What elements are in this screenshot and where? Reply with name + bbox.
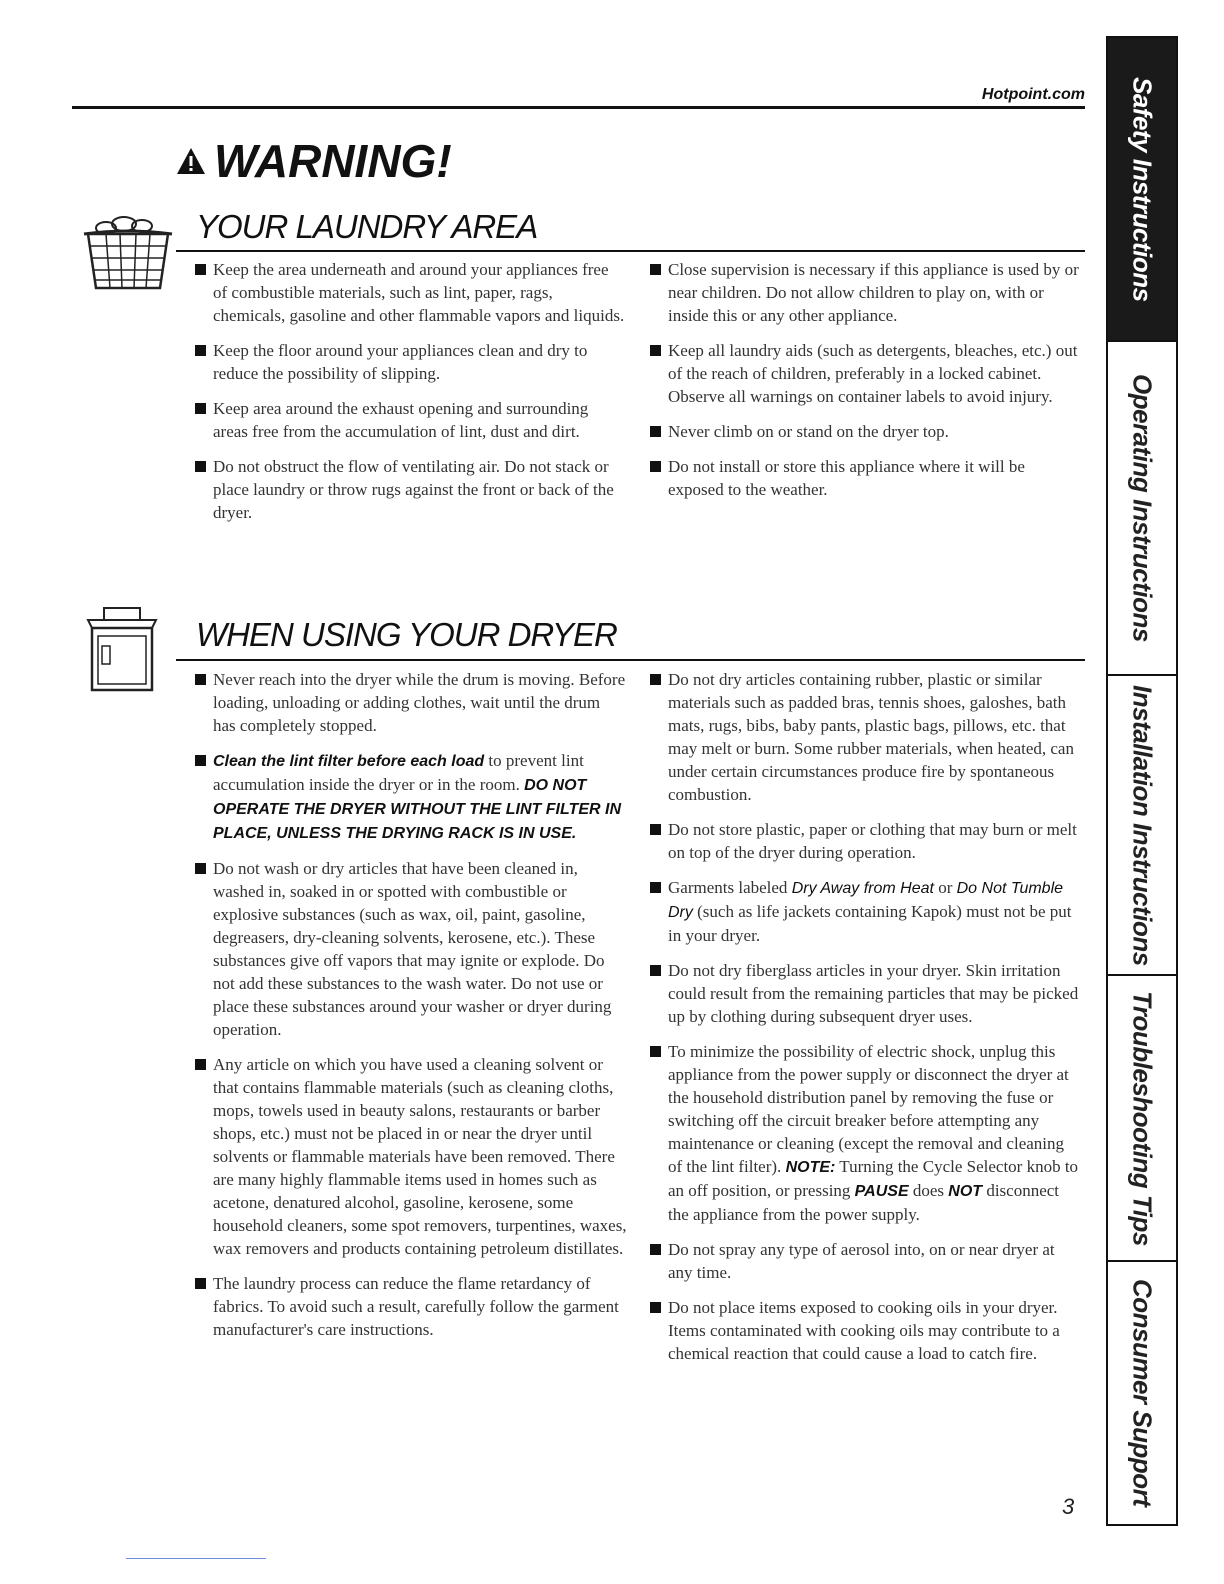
list-item: Do not store plastic, paper or clothing that may burn or melt on top of the dryer during operation.	[650, 818, 1082, 864]
tab-consumer-support[interactable]: Consumer Support	[1127, 1279, 1158, 1507]
list-item: Keep the floor around your appliances clean and dry to reduce the possibility of slipping.	[195, 339, 625, 385]
bullet	[650, 345, 661, 356]
warning-triangle-icon	[176, 147, 206, 175]
warning-heading	[176, 134, 452, 188]
bullet	[195, 1278, 206, 1289]
bullet	[650, 1244, 661, 1255]
bullet	[195, 1059, 206, 1070]
list-item: Keep area around the exhaust opening and surrounding areas free from the accumulation of lint, dust and dirt.	[195, 397, 625, 443]
list-item: Never reach into the dryer while the drum is moving. Before loading, unloading or adding clothes, wait until the drum has completely stopped.	[195, 668, 627, 737]
bullet	[650, 426, 661, 437]
list-item: Close supervision is necessary if this appliance is used by or near children. Do not allow children to play on, with or inside this or any other appliance.	[650, 258, 1082, 327]
laundry-basket-icon	[80, 208, 176, 292]
bullet	[195, 755, 206, 766]
list-item: Do not obstruct the flow of ventilating air. Do not stack or place laundry or throw rugs against the front or back of the dryer.	[195, 455, 625, 524]
using-dryer-title: WHEN USING YOUR DRYER	[196, 616, 617, 653]
header-rule	[72, 106, 1085, 109]
bullet	[650, 1046, 661, 1057]
dryer-icon	[82, 606, 162, 694]
section-tabs	[1106, 36, 1178, 1526]
list-item: Keep all laundry aids (such as detergents, bleaches, etc.) out of the reach of children, preferably in a locked cabinet. Observe all warnings on container labels to avoid injury.	[650, 339, 1082, 408]
list-item: Any article on which you have used a cleaning solvent or that contains flammable materials (such as cleaning cloths, mops, towels used in beauty salons, restaurants or barber shops, etc.) must not be placed in or near the dryer until solvents or flammable materials have been removed. There are many highly flammable items used in homes such as acetone, denatured alcohol, gasoline, kerosene, some household cleaners, some spot removers, turpentines, waxes, wax removers and products containing petroleum distillates.	[195, 1053, 627, 1260]
bullet	[650, 965, 661, 976]
bullet	[195, 345, 206, 356]
laundry-left-column	[195, 258, 625, 536]
bullet	[650, 1302, 661, 1313]
tab-safety-instructions[interactable]: Safety Instructions	[1108, 38, 1176, 342]
list-item: Do not dry fiberglass articles in your dryer. Skin irritation could result from the remaining particles that may be picked up by clothing during subsequent dryer uses.	[650, 959, 1082, 1028]
tab-troubleshooting-tips[interactable]: Troubleshooting Tips	[1108, 976, 1176, 1262]
bullet	[195, 403, 206, 414]
site-url: Hotpoint.com	[981, 86, 1085, 103]
dryer-right-column	[650, 668, 1082, 1377]
bullet	[195, 264, 206, 275]
laundry-area-title: YOUR LAUNDRY AREA	[196, 208, 538, 245]
bullet	[650, 824, 661, 835]
bullet	[650, 264, 661, 275]
laundry-rule	[176, 250, 1085, 252]
page-number: 3	[1062, 1494, 1075, 1519]
list-item: Never climb on or stand on the dryer top.	[650, 420, 1082, 443]
warning-title: WARNING!	[214, 135, 452, 187]
list-item: Clean the lint filter before each load to prevent lint accumulation inside the dryer or in the room. DO NOT OPERATE THE DRYER WITHOUT THE LINT FILTER IN PLACE, UNLESS THE DRYING RACK IS IN USE.	[195, 749, 627, 845]
bullet	[195, 461, 206, 472]
footer-line	[126, 1558, 266, 1559]
list-item: Keep the area underneath and around your appliances free of combustible materials, such as lint, paper, rags, chemicals, gasoline and other flammable vapors and liquids.	[195, 258, 625, 327]
bullet	[195, 863, 206, 874]
list-item: The laundry process can reduce the flame retardancy of fabrics. To avoid such a result, carefully follow the garment manufacturer's care instructions.	[195, 1272, 627, 1341]
laundry-right-column	[650, 258, 1082, 513]
bullet	[650, 461, 661, 472]
tab-installation-instructions[interactable]: Installation Instructions	[1108, 676, 1176, 976]
list-item: Do not spray any type of aerosol into, on or near dryer at any time.	[650, 1238, 1082, 1284]
dryer-left-column	[195, 668, 627, 1353]
list-item: Do not place items exposed to cooking oils in your dryer. Items contaminated with cooking oils may contribute to a chemical reaction that could cause a load to catch fire.	[650, 1296, 1082, 1365]
dryer-rule	[176, 659, 1085, 661]
list-item: Garments labeled Dry Away from Heat or Do Not Tumble Dry (such as life jackets containing Kapok) must not be put in your dryer.	[650, 876, 1082, 947]
bullet	[195, 674, 206, 685]
bullet	[650, 882, 661, 893]
list-item: Do not install or store this appliance where it will be exposed to the weather.	[650, 455, 1082, 501]
list-item: Do not dry articles containing rubber, plastic or similar materials such as padded bras, tennis shoes, galoshes, bath mats, rugs, bibs, baby pants, plastic bags, pillows, etc. that may melt or burn. Some rubber materials, when heated, can under certain circumstances produce fire by spontaneous combustion.	[650, 668, 1082, 806]
list-item: To minimize the possibility of electric shock, unplug this appliance from the power supply or disconnect the dryer at the household distribution panel by removing the fuse or switching off the circuit breaker before attempting any maintenance or cleaning (except the removal and cleaning of the lint filter). NOTE: Turning the Cycle Selector knob to an off position, or pressing PAUSE does NOT disconnect the appliance from the power supply.	[650, 1040, 1082, 1226]
list-item: Do not wash or dry articles that have been cleaned in, washed in, soaked in or spotted with combustible or explosive substances (such as wax, oil, paint, gasoline, degreasers, dry-cleaning solvents, kerosene, etc.). These substances give off vapors that may ignite or explode. Do not add these substances to the wash water. Do not use or place these substances around your washer or dryer during operation.	[195, 857, 627, 1041]
bullet	[650, 674, 661, 685]
tab-operating-instructions[interactable]: Operating Instructions	[1108, 342, 1176, 676]
